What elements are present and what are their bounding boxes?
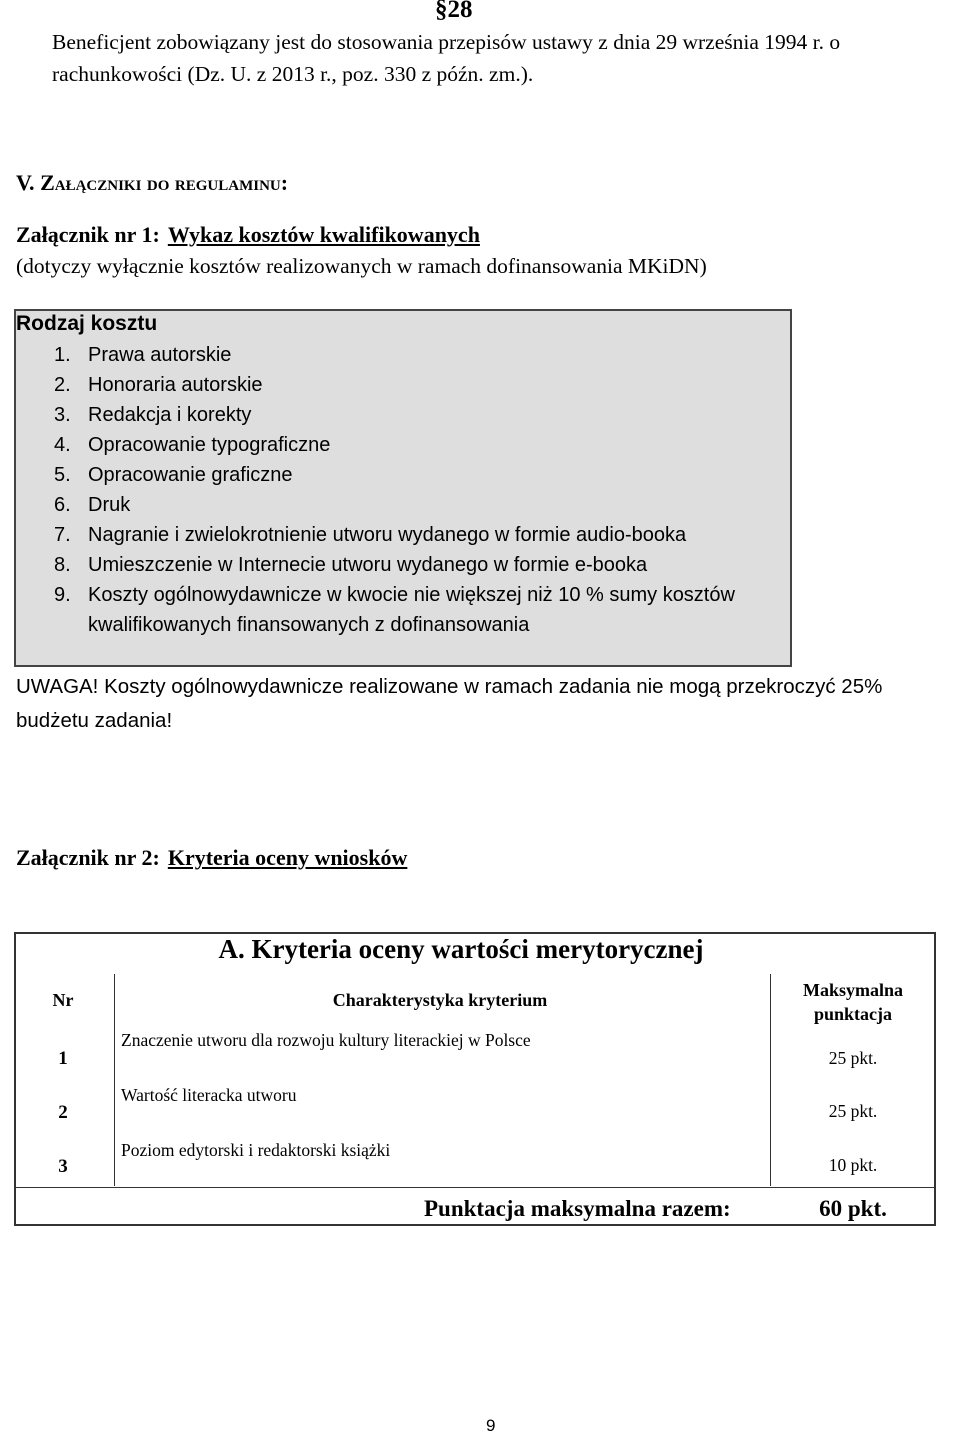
item-number: 1. (54, 344, 71, 366)
item-text: Druk (88, 494, 131, 516)
row-number: 3 (58, 1156, 68, 1177)
row-description: Znaczenie utworu dla rozwoju kultury literackiej w Polsce (121, 1030, 531, 1050)
item-text: Prawa autorskie (88, 344, 232, 366)
row-description: Poziom edytorski i redaktorski książki (121, 1140, 391, 1160)
column-header-nr: Nr (52, 990, 74, 1010)
item-text: Nagranie i zwielokrotnienie utworu wydanego w formie audio-booka (88, 524, 687, 546)
list-item (0, 490, 748, 520)
attachment1-heading (16, 222, 480, 248)
cost-types-header: Rodzaj kosztu (16, 312, 158, 335)
item-number: 3. (54, 404, 71, 426)
attachment2-label: Załącznik nr 2: (16, 845, 160, 870)
list-item (0, 370, 748, 400)
item-number: 8. (54, 554, 71, 576)
attachment2-title: Kryteria oceny wniosków (167, 845, 408, 870)
page-number: 9 (486, 1416, 496, 1435)
list-item (0, 460, 748, 490)
total-value: 60 pkt. (819, 1196, 887, 1221)
list-item (0, 430, 748, 460)
attachment1-label: Załącznik nr 1: (16, 222, 160, 247)
list-item (0, 520, 748, 550)
column-header-max-points: Maksymalna punktacja (802, 980, 903, 1024)
item-number: 6. (54, 494, 71, 516)
item-text: Umieszczenie w Internecie utworu wydanego w formie e-booka (88, 554, 648, 576)
item-number: 4. (54, 434, 71, 456)
row-points: 10 pkt. (828, 1155, 878, 1175)
item-text: Opracowanie typograficzne (88, 434, 331, 456)
item-number: 5. (54, 464, 71, 486)
row-points: 25 pkt. (828, 1101, 878, 1121)
intro-paragraph: Beneficjent zobowiązany jest do stosowania przepisów ustawy z dnia 29 września 1994 r. o rachunkowości (Dz. U. z 2013 r., poz. 330 z późn. zm.). (52, 30, 841, 86)
attachment2-heading (16, 845, 407, 871)
criteria-table-heading: A. Kryteria oceny wartości merytorycznej (218, 934, 704, 964)
list-item (0, 400, 748, 430)
attachment1-title: Wykaz kosztów kwalifikowanych (167, 222, 480, 247)
list-item (0, 580, 748, 640)
row-number: 1 (58, 1048, 68, 1069)
table-divider (16, 1187, 934, 1188)
row-number: 2 (58, 1102, 68, 1123)
row-points: 25 pkt. (828, 1048, 878, 1068)
attachment1-note: (dotyczy wyłącznie kosztów realizowanych w ramach dofinansowania MKiDN) (16, 254, 707, 278)
item-text: Koszty ogólnowydawnicze w kwocie nie większej niż 10 % sumy kosztów kwalifikowanych finansowanych z dofinansowania (88, 584, 735, 636)
item-text: Redakcja i korekty (88, 404, 252, 426)
column-header-description: Charakterystyka kryterium (332, 990, 548, 1010)
section-numeral: V. (16, 170, 35, 195)
section-title: Załączniki do regulaminu: (40, 170, 289, 195)
item-number: 7. (54, 524, 71, 546)
section-mark: §28 (435, 0, 473, 23)
list-item (0, 550, 748, 580)
item-text: Opracowanie graficzne (88, 464, 293, 486)
cost-types-list (0, 340, 748, 640)
total-label: Punktacja maksymalna razem: (424, 1196, 731, 1221)
item-number: 9. (54, 584, 71, 606)
item-number: 2. (54, 374, 71, 396)
cost-warning: UWAGA! Koszty ogólnowydawnicze realizowane w ramach zadania nie mogą przekroczyć 25% budżetu zadania! (16, 675, 883, 732)
list-item (0, 340, 748, 370)
row-description: Wartość literacka utworu (121, 1085, 297, 1105)
criteria-table (14, 932, 936, 1226)
section-heading (16, 170, 288, 196)
item-text: Honoraria autorskie (88, 374, 263, 396)
